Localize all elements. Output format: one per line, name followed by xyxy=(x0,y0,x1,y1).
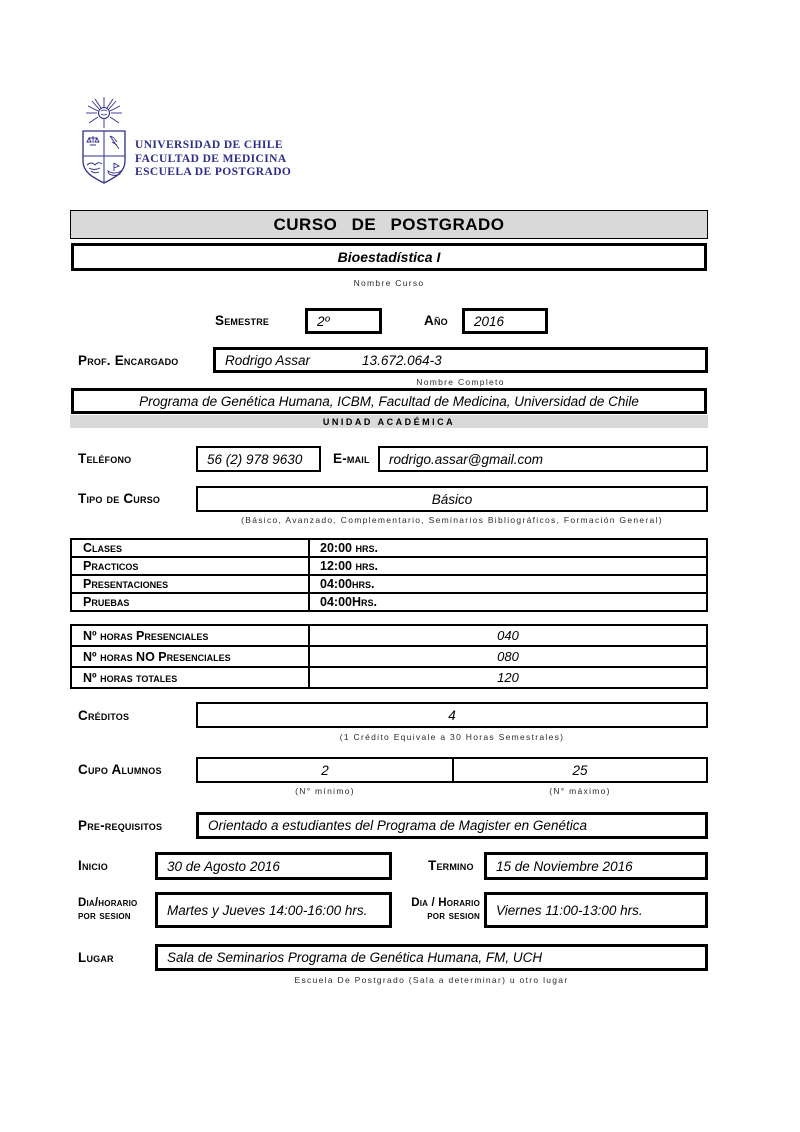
totals-row-value: 120 xyxy=(309,667,707,688)
course-type-label: Tipo de Curso xyxy=(78,491,161,506)
professor-label: Prof. Encargado xyxy=(78,353,179,368)
schedule1-label xyxy=(78,897,137,923)
credits-label: Créditos xyxy=(78,708,130,723)
schedule1-label-line1: Dia/horario xyxy=(78,897,138,909)
quota-label: Cupo Alumnos xyxy=(78,762,162,777)
table-row xyxy=(71,625,707,646)
email-field: rodrigo.assar@gmail.com xyxy=(378,446,708,472)
hours-row-value: 12:00 hrs. xyxy=(309,557,707,575)
academic-unit-caption: UNIDAD ACADÉMICA xyxy=(70,415,708,428)
hours-row-label: Presentaciones xyxy=(71,575,309,593)
university-crest-icon xyxy=(76,95,132,192)
schedule2-field: Viernes 11:00-13:00 hrs. xyxy=(484,892,708,928)
table-row xyxy=(71,575,707,593)
semester-label: Semestre xyxy=(215,313,270,328)
hours-row-value: 04:00hrs. xyxy=(309,575,707,593)
schedule2-label xyxy=(390,897,480,923)
professor-field xyxy=(213,347,708,373)
quota-min-field: 2 xyxy=(196,757,454,783)
academic-unit-field: Programa de Genética Humana, ICBM, Facultad de Medicina, Universidad de Chile xyxy=(71,388,707,414)
table-row xyxy=(71,539,707,557)
course-name-caption: Nombre Curso xyxy=(353,278,425,288)
place-caption: Escuela De Postgrado (Sala a determinar) u otro lugar xyxy=(294,975,569,985)
institution-line: FACULTAD DE MEDICINA xyxy=(135,152,287,165)
table-row xyxy=(71,667,707,688)
totals-row-value: 040 xyxy=(309,625,707,646)
totals-row-value: 080 xyxy=(309,646,707,667)
hours-row-value: 04:00Hrs. xyxy=(309,593,707,611)
course-type-caption: (Básico, Avanzado, Complementario, Seminarios Bibliográficos, Formación General) xyxy=(241,515,663,525)
credits-field: 4 xyxy=(196,702,708,728)
schedule2-label-line2: por sesion xyxy=(427,910,480,922)
quota-min-caption: (N° mínimo) xyxy=(295,786,355,796)
hours-row-value: 20:00 hrs. xyxy=(309,539,707,557)
place-label: Lugar xyxy=(78,950,114,965)
prerequisites-label: Pre-requisitos xyxy=(78,818,163,833)
end-label: Termino xyxy=(428,858,474,873)
table-row xyxy=(71,557,707,575)
place-field: Sala de Seminarios Programa de Genética Humana, FM, UCH xyxy=(155,944,708,971)
totals-row-label: Nº horas NO Presenciales xyxy=(71,646,309,667)
institution-line: ESCUELA DE POSTGRADO xyxy=(135,166,292,178)
year-label: Año xyxy=(424,313,448,328)
professor-rut: 13.672.064-3 xyxy=(362,352,442,368)
prerequisites-field: Orientado a estudiantes del Programa de Magister en Genética xyxy=(196,812,708,839)
totals-row-label: Nº horas totales xyxy=(71,667,309,688)
totals-table xyxy=(70,624,708,689)
end-field: 15 de Noviembre 2016 xyxy=(484,852,708,880)
schedule1-field: Martes y Jueves 14:00-16:00 hrs. xyxy=(155,892,392,928)
schedule1-label-line2: por sesion xyxy=(78,910,131,922)
table-row xyxy=(71,646,707,667)
totals-row-label: Nº horas Presenciales xyxy=(71,625,309,646)
email-label: E-mail xyxy=(333,451,370,466)
page-title: CURSO DE POSTGRADO xyxy=(70,210,708,239)
phone-field: 56 (2) 978 9630 xyxy=(196,446,321,472)
phone-label: Teléfono xyxy=(78,451,132,466)
hours-table xyxy=(70,538,708,612)
semester-field: 2º xyxy=(305,308,382,334)
institution-line: UNIVERSIDAD DE CHILE xyxy=(135,139,283,151)
hours-row-label: Pruebas xyxy=(71,593,309,611)
credits-caption: (1 Crédito Equivale a 30 Horas Semestrales) xyxy=(339,732,565,742)
course-type-field: Básico xyxy=(196,486,708,512)
institution-name xyxy=(135,139,291,180)
hours-row-label: Practicos xyxy=(71,557,309,575)
table-row xyxy=(71,593,707,611)
start-field: 30 de Agosto 2016 xyxy=(155,852,392,880)
course-name-field: Bioestadística I xyxy=(71,243,707,271)
schedule2-label-line1: Dia / Horario xyxy=(411,897,480,909)
start-label: Inicio xyxy=(78,858,108,873)
professor-caption: Nombre Completo xyxy=(416,377,505,387)
professor-name: Rodrigo Assar xyxy=(225,352,311,368)
year-field: 2016 xyxy=(462,308,548,334)
quota-max-caption: (N° máximo) xyxy=(549,786,611,796)
quota-max-field: 25 xyxy=(452,757,708,783)
hours-row-label: Clases xyxy=(71,539,309,557)
